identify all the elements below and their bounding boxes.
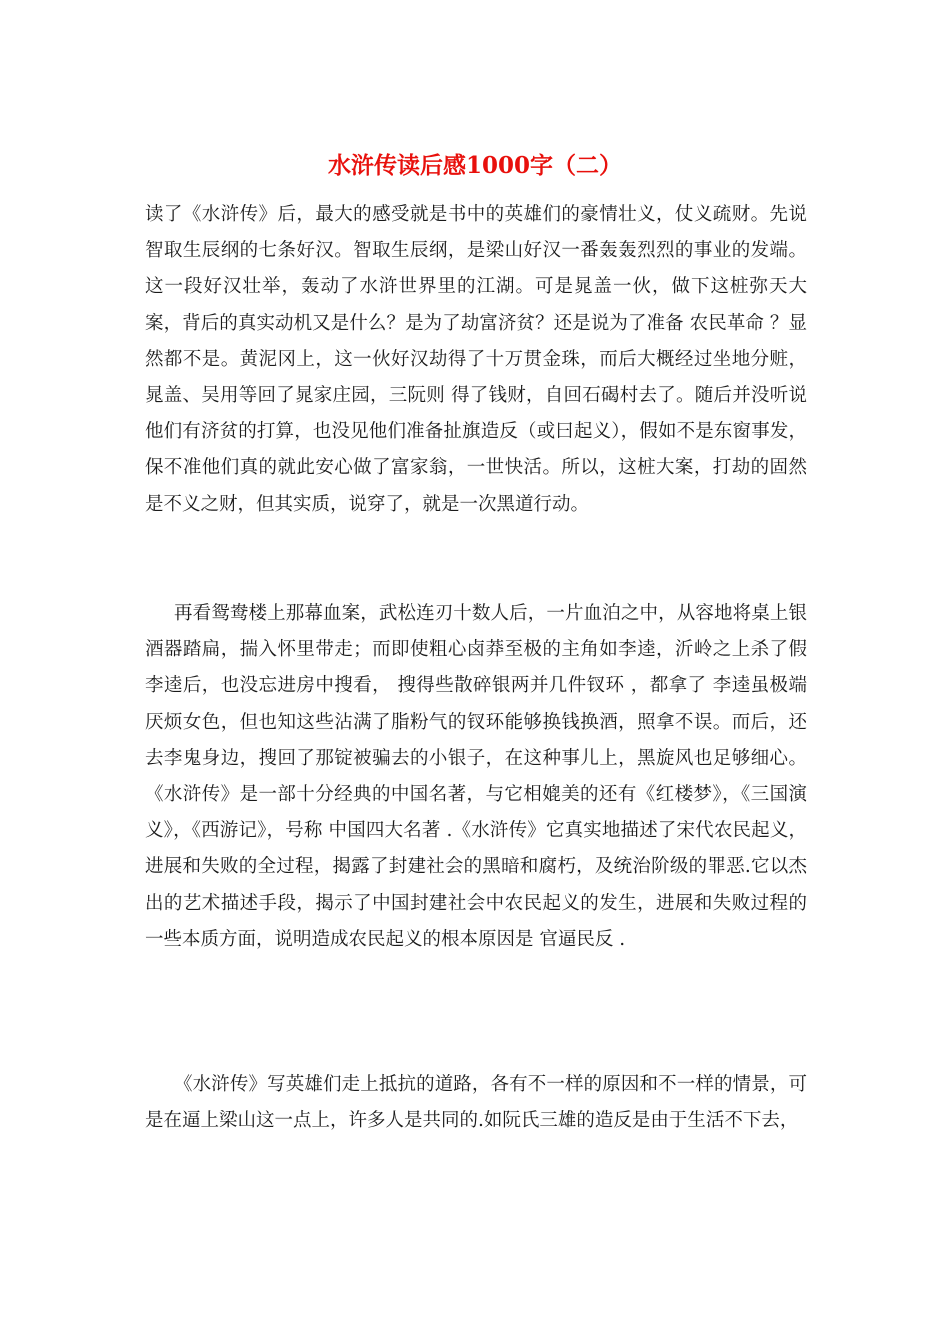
paragraph-2: 再看鸳鸯楼上那幕血案，武松连刃十数人后，一片血泊之中，从容地将桌上银酒器踏扁，揣入怀里带走；而即使粗心卤莽至极的主角如李逵，沂岭之上杀了假李逵后，也没忘进房中搜看， 搜得些散碎银两并几件钗环 ，都拿了 李逵虽极端厌烦女色，但也知这些沾满了脂粉气的钗环能够换钱换酒，照拿不误。而后，还去李鬼身边，搜回了那锭被骗去的小银子，在这种事儿上，黑旋风也足够细心。《水浒传》是一部十分经典的中国名著，与它相媲美的还有《红楼梦》，《三国演义》，《西游记》，号称 中国四大名著 .《水浒传》它真实地描述了宋代农民起义，进展和失败的全过程，揭露了封建社会的黑暗和腐朽，及统治阶级的罪恶.它以杰出的艺术描述手段，揭示了中国封建社会中农民起义的发生，进展和失败过程的一些本质方面，说明造成农民起义的根本原因是 官逼民反 . [145, 603, 807, 950]
paragraph-3: 《水浒传》写英雄们走上抵抗的道路，各有不一样的原因和不一样的情景，可是在逼上梁山这一点上，许多人是共同的.如阮氏三雄的造反是由于生活不下去， [145, 1074, 807, 1132]
paragraph-1: 读了《水浒传》后，最大的感受就是书中的英雄们的豪情壮义，仗义疏财。先说智取生辰纲的七条好汉。智取生辰纲，是梁山好汉一番轰轰烈烈的事业的发端。这一段好汉壮举，轰动了水浒世界里的江湖。可是晁盖一伙，做下这桩弥天大案，背后的真实动机又是什么？是为了劫富济贫？还是说为了准备 农民革命 ？显然都不是。黄泥冈上，这一伙好汉劫得了十万贯金珠，而后大概经过坐地分赃，晁盖、吴用等回了晁家庄园，三阮则 得了钱财，自回石碣村去了。随后并没听说他们有济贫的打算，也没见他们准备扯旗造反（或曰起义），假如不是东窗事发，保不准他们真的就此安心做了富家翁，一世快活。所以，这桩大案，打劫的固然是不义之财，但其实质，说穿了，就是一次黑道行动。 [145, 204, 807, 515]
document-title: 水浒传读后感1000字（二） [327, 152, 622, 179]
